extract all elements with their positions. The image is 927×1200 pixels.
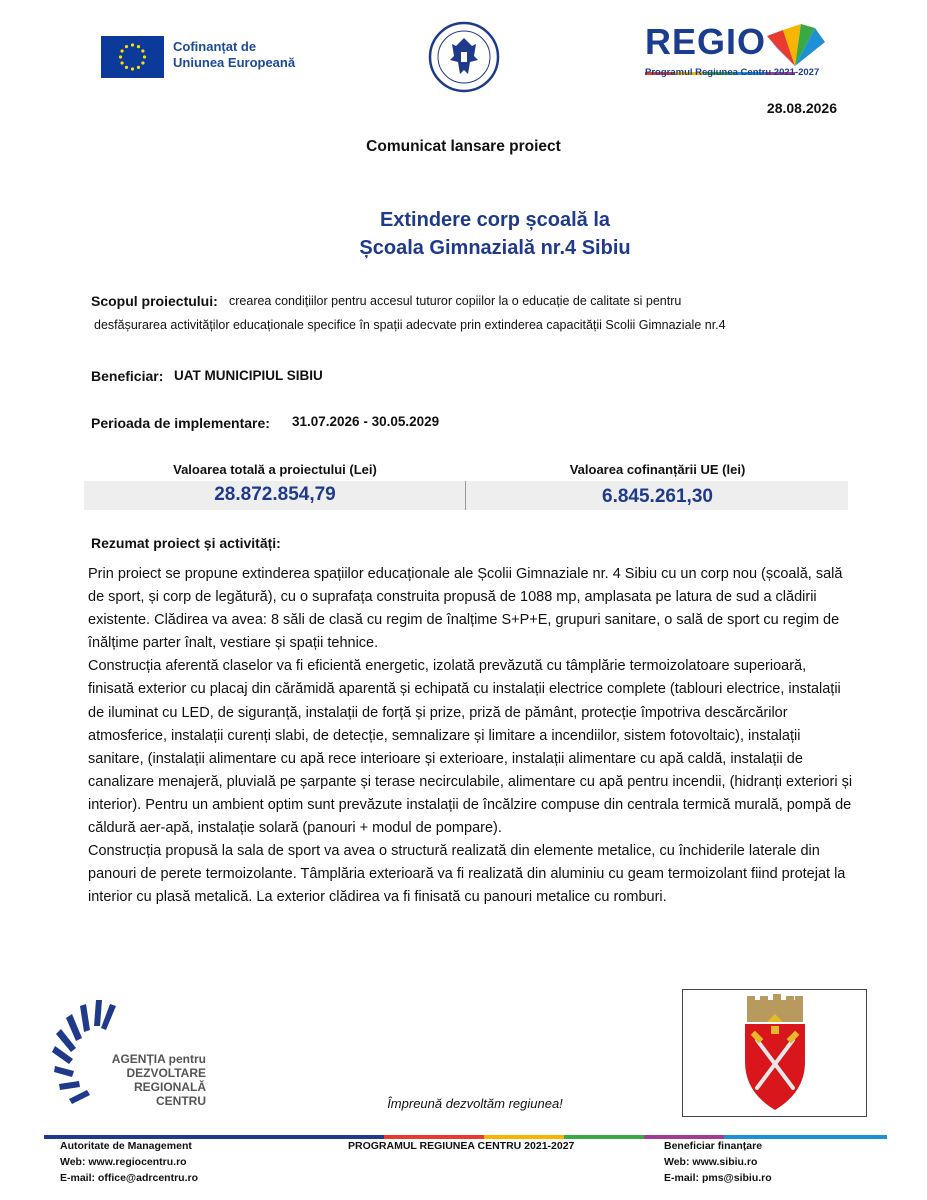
summary-label: Rezumat proiect și activități: [91,535,281,551]
footer-right-email-label: E-mail: [664,1172,700,1184]
regio-logo: REGIO [645,21,767,62]
scope-text-line1: crearea condițiilor pentru accesul tuturor copiilor la o educație de calitate si pentru [229,294,682,308]
eu-cofinancing-text [173,39,295,71]
footer-beneficiary [664,1138,772,1186]
footer-left-title: Autoritate de Management [60,1140,192,1152]
footer-right-title: Beneficiar finanțare [664,1140,763,1152]
summary-paragraph: Construcția propusă la sala de sport va avea o structură realizată din elemente metalice, cu închiderile laterale din panouri de perete termoizolante. Tâmplăria exterioară va fi realizată din aluminiu cu geam termoizolant fiind protejat la interior cu plasă metalică. La exterior clădirea va fi finisată cu panouri metalice cu romburi. [88,843,846,906]
eu-text-line1: Cofinanțat de [173,39,257,54]
footer-managing-authority [60,1138,198,1186]
government-seal-icon [428,16,500,98]
eu-cofinancing-value: 6.845.261,30 [602,486,713,507]
project-title-line2: Școala Gimnazială nr.4 Sibiu [359,237,631,259]
adr-line1: AGENȚIA pentru [111,1052,206,1066]
summary-text [88,563,853,909]
footer-right-web-row [664,1154,772,1170]
total-value-label: Valoarea totală a proiectului (Lei) [173,462,377,477]
project-title [0,206,927,262]
summary-paragraph: Construcția aferentă claselor va fi eficientă energetic, izolată prevăzută cu tâmplărie termoizolatoare superioară, finisată exterior cu placaj din cărămidă aparentă și echipată cu instalații electrice complete (tablouri electrice, instalații de iluminat cu LED, de siguranță, instalații de forță și prize, priză de pământ, protecție împotriva descărcărilor atmosferice, instalații curenți slabi, de detecție, semnalizare și limitare a incendiilor, sistem fotovoltaic), instalații sanitare, (instalații alimentare cu apă rece interioare și exterioare, instalații alimentare cu apă caldă, instalații de canalizare menajeră, pluvială pe șarpante și terase necirculabile, alimentare cu apă pentru incendii, (hidranți exteriori și interior). Pentru un ambient optim sunt prevăzute instalații de încălzire compuse din centrala termică murală, pompă de căldură aer-apă, instalație solară (panouri + modul de pompare). [88,658,853,837]
summary-paragraph: Prin proiect se propune extinderea spațiilor educaționale ale Școlii Gimnaziale nr. 4 Sibiu cu un corp nou (școală, sală de sport, și corp de legătură), cu o suprafața construita propusă de 1088 mp, amplasata pe latura de sud a clădirii existente. Clădirea va avea: 8 săli de clasă cu regim de înalțime S+P+E, grupuri sanitare, o sală de sport cu regim de înălțime parter înalt, vestiare și spații tehnice. [88,566,843,652]
sibiu-crest-icon [725,992,825,1114]
footer-color-bar [44,1126,887,1130]
scope-text-line2: desfășurarea activităților educaționale specifice în spații adecvate prin extinderea capacității Scolii Gimnaziale nr.4 [94,318,726,332]
slogan: Împreună dezvoltăm regiunea! [387,1096,563,1111]
eu-cofinancing-label: Valoarea cofinanțării UE (lei) [569,462,746,477]
eu-flag-icon [101,36,164,78]
footer-right-email-row [664,1170,772,1186]
project-title-line1: Extindere corp școală la [379,209,611,231]
footer-right-email[interactable]: pms@sibiu.ro [701,1172,772,1184]
beneficiary-label: Beneficiar: [91,368,164,384]
beneficiary-value: UAT MUNICIPIUL SIBIU [174,368,323,383]
total-value: 28.872.854,79 [214,484,336,505]
regio-program-text: Programul Regiunea Centru 2021-2027 [645,67,820,78]
adr-line2: DEZVOLTARE [126,1066,206,1080]
scope-label: Scopul proiectului: [91,293,218,309]
footer-right-web-label: Web: [664,1156,690,1168]
period-value: 31.07.2026 - 30.05.2029 [292,414,440,429]
regio-color-bar [645,62,795,65]
eu-text-line2: Uniunea Europeană [173,55,296,70]
regio-mark-icon [765,22,827,66]
communique-title: Comunicat lansare proiect [366,138,561,155]
footer-left-email[interactable]: E-mail: office@adrcentru.ro [60,1172,199,1184]
adr-line3: REGIONALĂ [134,1080,206,1094]
footer-right-web[interactable]: www.sibiu.ro [692,1156,758,1168]
document-date: 28.08.2026 [766,100,837,116]
footer-left-web[interactable]: Web: www.regiocentru.ro [60,1156,187,1168]
footer-program-title: PROGRAMUL REGIUNEA CENTRU 2021-2027 [348,1140,575,1152]
period-label: Perioada de implementare: [91,415,270,431]
adr-line4: CENTRU [156,1094,206,1108]
